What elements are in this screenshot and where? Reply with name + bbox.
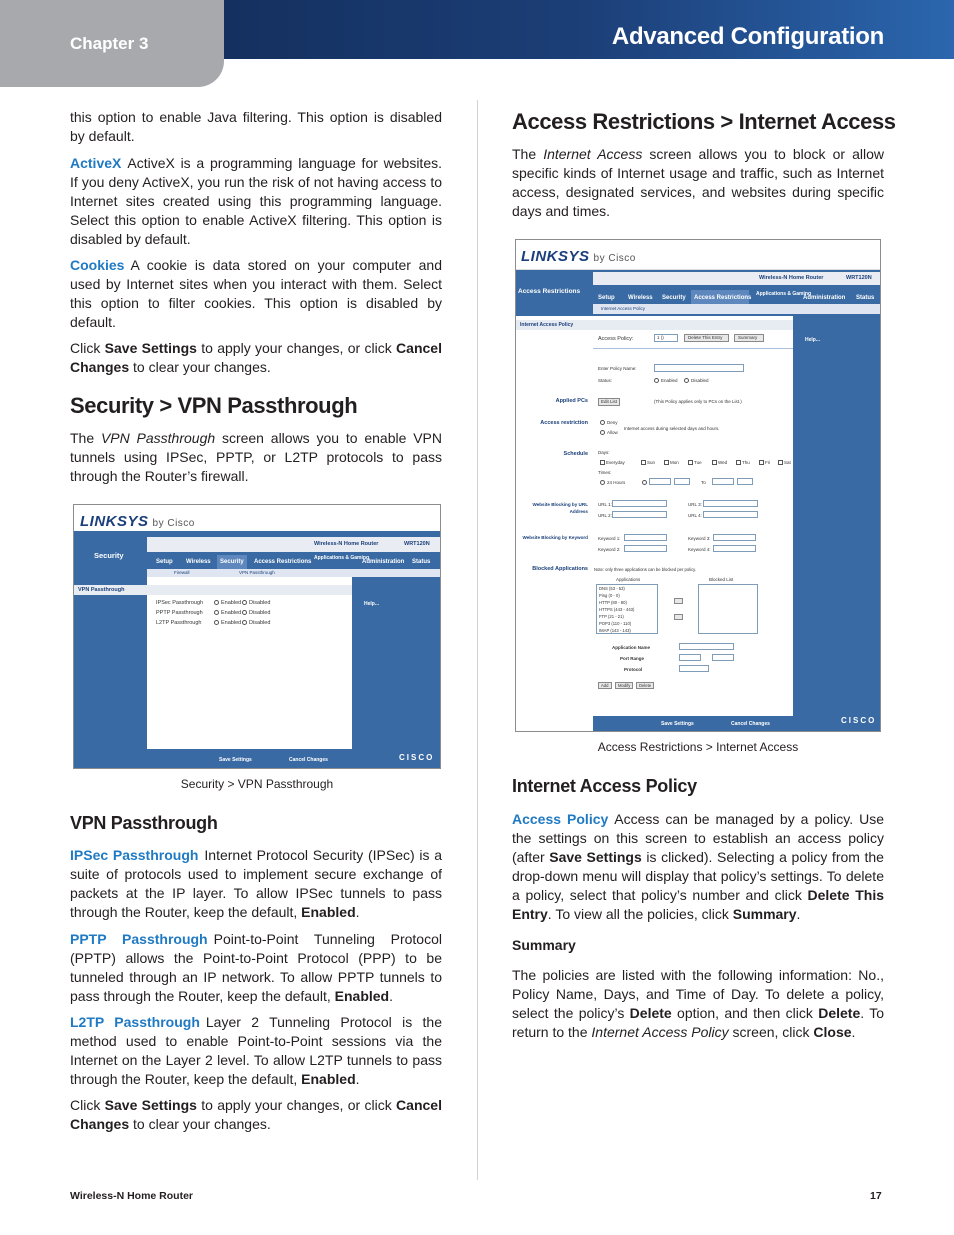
vpn-radio-l2tp-disabled — [242, 620, 247, 625]
cisco-logo-2: CISCO — [841, 716, 877, 725]
access-intro-post: screen allows you to block or allow specific kinds of Internet usage and traffic, such as Internet access, designated services, and websites during specific days and times. — [512, 146, 884, 219]
url3-input — [703, 500, 758, 507]
access-caption: Access Restrictions > Internet Access — [597, 740, 799, 754]
linksys-logo-2: LINKSYS by Cisco — [521, 248, 636, 265]
l2tp-text: Layer 2 Tunneling Protocol is the method used to enable Point-to-Point sessions via the Internet on the Layer 2 level. To allow L2TP tunnels to pass through the Router, keep the default, — [70, 1014, 442, 1087]
url4-input — [703, 511, 758, 518]
vpn-shot-cancel: Cancel Changes — [289, 757, 328, 763]
vpn-intro-post: screen allows you to enable VPN tunnels using IPSec, PPTP, or L2TP protocols to pass through the Router’s firewall. — [70, 430, 442, 484]
day-check-4 — [712, 460, 717, 465]
delete-btn: Delete — [636, 682, 654, 689]
policy-t1: Access can be managed by a policy. Use the settings on this screen to establish an access policy (after — [512, 811, 884, 865]
day-2: Mon — [670, 460, 679, 465]
access-subtab: Internet Access Policy — [601, 306, 646, 311]
policy-select: 1 () — [654, 334, 678, 342]
kw4-input — [713, 545, 756, 552]
page-title: Advanced Configuration — [611, 23, 884, 50]
vpn-tab-setup: Setup — [156, 559, 173, 565]
summary-b1: Delete — [629, 1005, 672, 1021]
header-bar — [224, 0, 954, 59]
click-post: to clear your changes. — [129, 359, 271, 375]
app-2: HTTP (80 - 80) — [599, 600, 627, 605]
access-tab-security: Security — [662, 295, 686, 301]
access-note: Internet access during selected days and hours. — [624, 426, 720, 431]
times-label: Times: — [598, 470, 612, 475]
access-shot-cancel: Cancel Changes — [731, 721, 770, 727]
click-save-paragraph-2 — [70, 1096, 442, 1134]
modify-btn: Modify — [615, 682, 633, 689]
url2-input — [612, 511, 667, 518]
ipsec-enabled: Enabled — [301, 904, 356, 920]
vpn-radio-pptp-enabled — [214, 610, 219, 615]
kw2-input — [624, 545, 667, 552]
vpn-shot-section: Security — [94, 551, 124, 560]
summary-t1: The policies are listed with the following information: No., Policy Name, Days, and Time of Day. To delete a policy, select the policy’s — [512, 967, 884, 1021]
allow-label: Allow — [607, 430, 618, 435]
click2-pre: Click — [70, 1097, 105, 1113]
kw1-label: Keyword 1: — [598, 536, 621, 541]
app-3: HTTPS (443 - 443) — [599, 607, 635, 612]
click2-post: to clear your changes. — [129, 1116, 271, 1132]
day-check-7 — [778, 460, 783, 465]
section-title-access: Access Restrictions > Internet Access — [512, 109, 896, 134]
port-end-input — [712, 654, 734, 661]
summary-heading: Summary — [512, 937, 576, 953]
url2-label: URL 2: — [598, 513, 612, 518]
vpn-passthrough-screenshot — [73, 504, 441, 769]
linksys-logo: LINKSYS by Cisco — [80, 513, 195, 530]
day-3: Tue — [694, 460, 702, 465]
cancel-changes-ref: Cancel Changes — [70, 340, 442, 375]
day-6: Fri — [765, 460, 771, 465]
policy-subheading: Internet Access Policy — [512, 776, 697, 796]
vpn-shot-help: Help... — [364, 601, 380, 607]
summary-btn: Summary — [734, 334, 764, 342]
ipsec-paragraph — [70, 846, 442, 922]
deny-label: Deny — [607, 420, 618, 425]
to-ampm-select — [737, 478, 753, 485]
ipsec-term: IPSec Passthrough — [70, 847, 199, 863]
activex-paragraph — [70, 154, 442, 249]
section-title-vpn: Security > VPN Passthrough — [70, 393, 358, 418]
access-tab-status: Status — [856, 295, 875, 301]
day-7: Sat — [784, 460, 791, 465]
day-check-5 — [736, 460, 741, 465]
vpn-tab-status: Status — [412, 559, 431, 565]
vpn-row-l2tp: L2TP Passthrough — [156, 620, 202, 626]
access-tab-wireless: Wireless — [628, 295, 653, 301]
enter-name-label: Enter Policy Name: — [598, 366, 637, 371]
access-intro-pre: The — [512, 146, 544, 162]
policy-t2: is clicked). Selecting a policy from the drop-down menu will display that policy’s settings. To delete a policy, select that policy’s number and click — [512, 849, 884, 903]
day-5: Thu — [742, 460, 750, 465]
protocol-select — [679, 665, 709, 672]
access-shot-model: WRT120N — [846, 275, 872, 281]
access-policy-paragraph — [512, 810, 884, 924]
url1-input — [612, 500, 667, 507]
vpn-subtab-vpn: VPN Passthrough — [239, 570, 275, 575]
access-shot-product-row — [593, 272, 881, 285]
access-policy-label: Access Policy: — [598, 336, 634, 342]
vpn-enabled-3: Enabled — [221, 620, 242, 626]
vpn-disabled-2: Disabled — [249, 610, 271, 616]
status-disabled-radio — [684, 378, 689, 383]
kw3-label: Keyword 3: — [688, 536, 711, 541]
access-shot-save: Save Settings — [661, 721, 694, 727]
intro-paragraph: this option to enable Java filtering. This option is disabled by default. — [70, 109, 442, 144]
policy-t3: . To view all the policies, click — [547, 906, 733, 922]
vpn-shot-side-header: VPN Passthrough — [74, 585, 147, 595]
vpn-radio-pptp-disabled — [242, 610, 247, 615]
policy-b2: Delete This Entry — [512, 887, 884, 922]
app-6: IMAP (143 - 143) — [599, 628, 631, 633]
kw4-label: Keyword 4: — [688, 547, 711, 552]
port-start-input — [679, 654, 701, 661]
click-save-paragraph-1 — [70, 339, 442, 377]
app-5: POP3 (110 - 110) — [599, 621, 632, 626]
applications-header: Applications — [616, 577, 641, 582]
vpn-intro-paragraph — [70, 429, 442, 486]
label-schedule: Schedule — [563, 451, 588, 457]
vpn-shot-product: Wireless-N Home Router — [314, 541, 379, 547]
pptp-enabled: Enabled — [334, 988, 390, 1004]
cisco-logo: CISCO — [399, 753, 435, 762]
summary-t5: . — [851, 1024, 856, 1040]
cookies-term: Cookies — [70, 257, 125, 273]
ipsec-text: Internet Protocol Security (IPSec) is a suite of protocols used to implement secure exchange of packets at the IP layer. To allow IPSec tunnels to pass through the Router, keep the default, — [70, 847, 442, 920]
vpn-radio-ipsec-enabled — [214, 600, 219, 605]
summary-b3: Close — [813, 1024, 852, 1040]
policy-t4: . — [796, 906, 801, 922]
delete-entry-btn: Delete This Entry — [684, 334, 729, 342]
summary-paragraph — [512, 966, 884, 1042]
content-rule — [593, 348, 793, 349]
l2tp-end: . — [355, 1071, 360, 1087]
pptp-text: Point-to-Point Tunneling Protocol (PPTP) allows the Point-to-Point Protocol (PPP) to be tunneled through an IP network. To allow PPTP tunnels to pass through the Router, keep the default, — [70, 931, 442, 1004]
footer-product: Wireless-N Home Router — [70, 1190, 194, 1202]
access-tab-setup: Setup — [598, 295, 615, 301]
status-enabled: Enabled — [661, 378, 678, 383]
apps-listbox — [596, 584, 658, 634]
summary-em: Internet Access Policy — [591, 1024, 729, 1040]
summary-b2: Delete — [818, 1005, 861, 1021]
vpn-subheading: VPN Passthrough — [70, 813, 218, 833]
vpn-shot-model: WRT120N — [404, 541, 430, 547]
from-hour-select — [649, 478, 671, 485]
access-shot-section: Access Restrictions — [518, 288, 581, 295]
port-range-label: Port Range — [620, 656, 645, 661]
vpn-tab-access: Access Restrictions — [254, 559, 312, 565]
access-tab-access: Access Restrictions — [694, 295, 752, 301]
kw3-input — [713, 534, 756, 541]
to-label: To — [701, 480, 706, 485]
move-right-btn — [674, 598, 683, 604]
deny-radio — [600, 420, 605, 425]
cookies-text: A cookie is data stored on your computer and used by Internet sites when you interact with them. Select this option to filter cookies. This option is disabled by default. — [70, 257, 442, 330]
blocked-header: Blocked List — [709, 577, 734, 582]
days-label: Days: — [598, 450, 610, 455]
blocked-note: Note: only three applications can be blocked per policy. — [594, 567, 697, 572]
cookies-paragraph — [70, 256, 442, 332]
status-disabled: Disabled — [691, 378, 709, 383]
vpn-shot-save: Save Settings — [219, 757, 252, 763]
pptp-end: . — [389, 988, 393, 1004]
day-check-1 — [641, 460, 646, 465]
cancel-changes-ref-2: Cancel Changes — [70, 1097, 442, 1132]
chapter-tab — [0, 0, 224, 87]
vpn-shot-sideband — [74, 577, 147, 769]
access-intro-em: Internet Access — [543, 146, 643, 162]
add-btn: Add — [598, 682, 612, 689]
day-check-0 — [600, 460, 605, 465]
move-left-btn — [674, 614, 683, 620]
kw1-input — [624, 534, 667, 541]
access-shot-side-header: Internet Access Policy — [516, 320, 593, 330]
column-divider — [477, 100, 478, 1180]
app-name-label: Application Name — [612, 645, 651, 650]
app-name-input — [679, 643, 734, 650]
vpn-row-pptp: PPTP Passthrough — [156, 610, 203, 616]
vpn-radio-l2tp-enabled — [214, 620, 219, 625]
policy-b1: Save Settings — [549, 849, 642, 865]
hours24-radio — [600, 480, 605, 485]
ipsec-end: . — [355, 904, 360, 920]
vpn-radio-ipsec-disabled — [242, 600, 247, 605]
vpn-row-ipsec: IPSec Passthrough — [156, 600, 204, 606]
edit-list-btn: Edit List — [598, 398, 620, 406]
day-4: Wed — [718, 460, 728, 465]
click-pre: Click — [70, 340, 105, 356]
day-0: Everyday — [606, 460, 625, 465]
vpn-tab-admin: Administration — [362, 559, 405, 565]
label-blocked-apps: Blocked Applications — [532, 566, 588, 572]
l2tp-term: L2TP Passthrough — [70, 1014, 200, 1030]
app-0: DNS (53 - 53) — [599, 586, 625, 591]
label-website-keyword: Website Blocking by Keyword — [522, 535, 588, 540]
vpn-disabled-3: Disabled — [249, 620, 271, 626]
hours24: 24 Hours — [607, 480, 626, 485]
label-applied-pcs: Applied PCs — [555, 398, 588, 404]
kw2-label: Keyword 2: — [598, 547, 621, 552]
time-range-radio — [642, 480, 647, 485]
access-shot-product: Wireless-N Home Router — [759, 275, 824, 281]
app-1: Ping (0 - 0) — [599, 593, 620, 598]
applies-note: (This Policy applies only to PCs on the List.) — [654, 399, 742, 404]
vpn-intro-pre: The — [70, 430, 101, 446]
label-website-url: Website Blocking by URL Address — [532, 502, 588, 514]
day-1: Sun — [647, 460, 656, 465]
app-4: FTP (21 - 21) — [599, 614, 624, 619]
access-shot-sideband — [516, 316, 593, 732]
url4-label: URL 4: — [688, 513, 702, 518]
label-access-restriction: Access restriction — [540, 420, 588, 426]
footer-page-number: 17 — [870, 1190, 882, 1202]
vpn-intro-em: VPN Passthrough — [100, 430, 216, 446]
vpn-enabled-1: Enabled — [221, 600, 242, 606]
vpn-tab-apps: Applications & Gaming — [314, 555, 370, 561]
summary-t3: . To return to the — [512, 1005, 885, 1040]
day-check-2 — [664, 460, 669, 465]
access-shot-content-header — [593, 320, 793, 330]
from-ampm-select — [674, 478, 690, 485]
vpn-enabled-2: Enabled — [221, 610, 242, 616]
click2-mid: to apply your changes, or click — [196, 1097, 397, 1113]
url3-label: URL 3: — [688, 502, 702, 507]
blocked-listbox — [698, 584, 758, 634]
url1-label: URL 1: — [598, 502, 612, 507]
activex-text: ActiveX is a programming language for websites. If you deny ActiveX, you run the risk of not having access to Internet sites created using this programming language. Select this option to enable ActiveX filtering. This option is disabled by default. — [70, 155, 442, 247]
click-mid: to apply your changes, or click — [196, 340, 397, 356]
access-shot-help: Help... — [805, 337, 821, 343]
access-policy-term: Access Policy — [512, 811, 609, 827]
to-hour-select — [712, 478, 734, 485]
activex-term: ActiveX — [70, 155, 122, 171]
access-intro-paragraph — [512, 145, 884, 221]
vpn-disabled-1: Disabled — [249, 600, 271, 606]
protocol-label: Protocol — [624, 667, 643, 672]
l2tp-paragraph — [70, 1013, 442, 1089]
policy-name-input — [654, 364, 744, 372]
day-check-3 — [688, 460, 693, 465]
vpn-tab-security: Security — [220, 559, 244, 565]
vpn-tab-wireless: Wireless — [186, 559, 211, 565]
chapter-label: Chapter 3 — [70, 34, 149, 53]
access-tab-admin: Administration — [803, 295, 846, 301]
pptp-paragraph — [70, 930, 442, 1006]
status-enabled-radio — [654, 378, 659, 383]
pptp-term: PPTP Passthrough — [70, 931, 208, 947]
save-settings-ref: Save Settings — [104, 340, 197, 356]
vpn-shot-subtab-row — [147, 569, 441, 577]
access-shot-helpcol — [793, 316, 881, 732]
summary-t2: option, and then click — [671, 1005, 819, 1021]
vpn-subtab-firewall: Firewall — [174, 570, 190, 575]
allow-radio — [600, 430, 605, 435]
vpn-shot-product-row — [147, 537, 441, 552]
l2tp-enabled: Enabled — [301, 1071, 356, 1087]
internet-access-screenshot — [515, 239, 881, 732]
status-label: Status: — [598, 378, 613, 383]
vpn-caption: Security > VPN Passthrough — [180, 777, 334, 791]
vpn-shot-content-header — [147, 585, 352, 595]
summary-t4: screen, click — [728, 1024, 814, 1040]
policy-b3: Summary — [732, 906, 797, 922]
save-settings-ref-2: Save Settings — [104, 1097, 197, 1113]
day-check-6 — [759, 460, 764, 465]
access-tab-apps: Applications & Gaming — [756, 291, 812, 297]
